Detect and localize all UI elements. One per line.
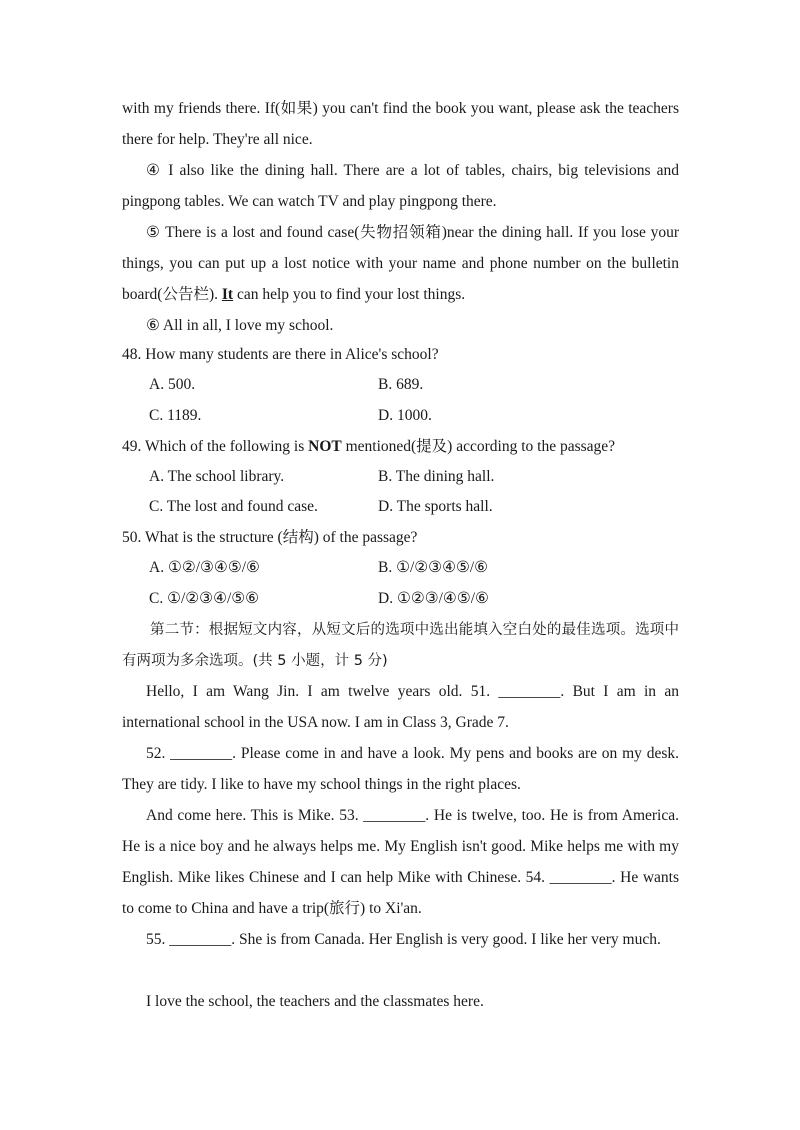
question-49-stem [122, 437, 615, 457]
question-49-stem-text-end: mentioned(提及) according to the passage? [341, 438, 616, 455]
passage-paragraph-5 [122, 217, 679, 310]
passage-paragraph-3-end: with my friends there. If(如果) you can't find the book you want, please ask the teachers there for help. They're all nice. [122, 100, 679, 148]
passage-paragraph-6: ⑥ All in all, I love my school. [146, 317, 334, 334]
question-50-option-d: D. ①②③/④⑤/⑥ [378, 590, 489, 607]
question-50-option-b: B. ①/②③④⑤/⑥ [378, 559, 489, 576]
underlined-it: It [221, 286, 234, 303]
cloze-paragraph-5: I love the school, the teachers and the classmates here. [146, 993, 484, 1010]
question-49-option-c: C. The lost and found case. [149, 498, 318, 515]
passage-paragraph-5-text-end: can help you to find your lost things. [233, 286, 466, 303]
question-48-option-b: B. 689. [378, 376, 424, 393]
question-48-option-a: A. 500. [149, 376, 196, 393]
question-49-option-a: A. The school library. [149, 468, 285, 485]
question-49-option-b: B. The dining hall. [378, 468, 495, 485]
question-50-option-c: C. ①/②③④/⑤⑥ [149, 590, 260, 607]
question-49-not: NOT [308, 438, 342, 455]
cloze-paragraph-2: 52. ________. Please come in and have a look. My pens and books are on my desk. They are tidy. I like to have my school things in the right places. [122, 745, 679, 793]
question-48-option-c: C. 1189. [149, 407, 202, 424]
question-50-option-a: A. ①②/③④⑤/⑥ [149, 559, 260, 576]
question-49-option-d: D. The sports hall. [378, 498, 493, 515]
cloze-paragraph-3: And come here. This is Mike. 53. ________. He is twelve, too. He is from America. He is a nice boy and he always helps me. My English isn't good. Mike helps me with my English. Mike likes Chinese and I can help Mike with Chinese. 54. ________. He wants to come to China and have a trip(旅行) to Xi'an. [122, 807, 679, 917]
question-48-option-d: D. 1000. [378, 407, 432, 424]
question-50-stem: 50. What is the structure (结构) of the passage? [122, 529, 418, 546]
section-2-heading: 第二节：根据短文内容，从短文后的选项中选出能填入空白处的最佳选项。选项中有两项为多余选项。(共 5 小题，计 5 分) [122, 622, 679, 669]
cloze-paragraph-4: 55. ________. She is from Canada. Her English is very good. I like her very much. [146, 931, 661, 948]
question-48-stem: 48. How many students are there in Alice's school? [122, 346, 439, 363]
passage-paragraph-5-text: ⑤ There is a lost and found case(失物招领箱)near the dining hall. If you lose your things, you can put up a lost notice with your name and phone number on the bulletin board(公告栏). [122, 224, 679, 303]
cloze-paragraph-1: Hello, I am Wang Jin. I am twelve years old. 51. ________. But I am in an international school in the USA now. I am in Class 3, Grade 7. [122, 683, 679, 731]
question-49-stem-text: 49. Which of the following is [122, 438, 309, 455]
passage-paragraph-4: ④ I also like the dining hall. There are a lot of tables, chairs, big televisions and pingpong tables. We can watch TV and play pingpong there. [122, 162, 679, 210]
